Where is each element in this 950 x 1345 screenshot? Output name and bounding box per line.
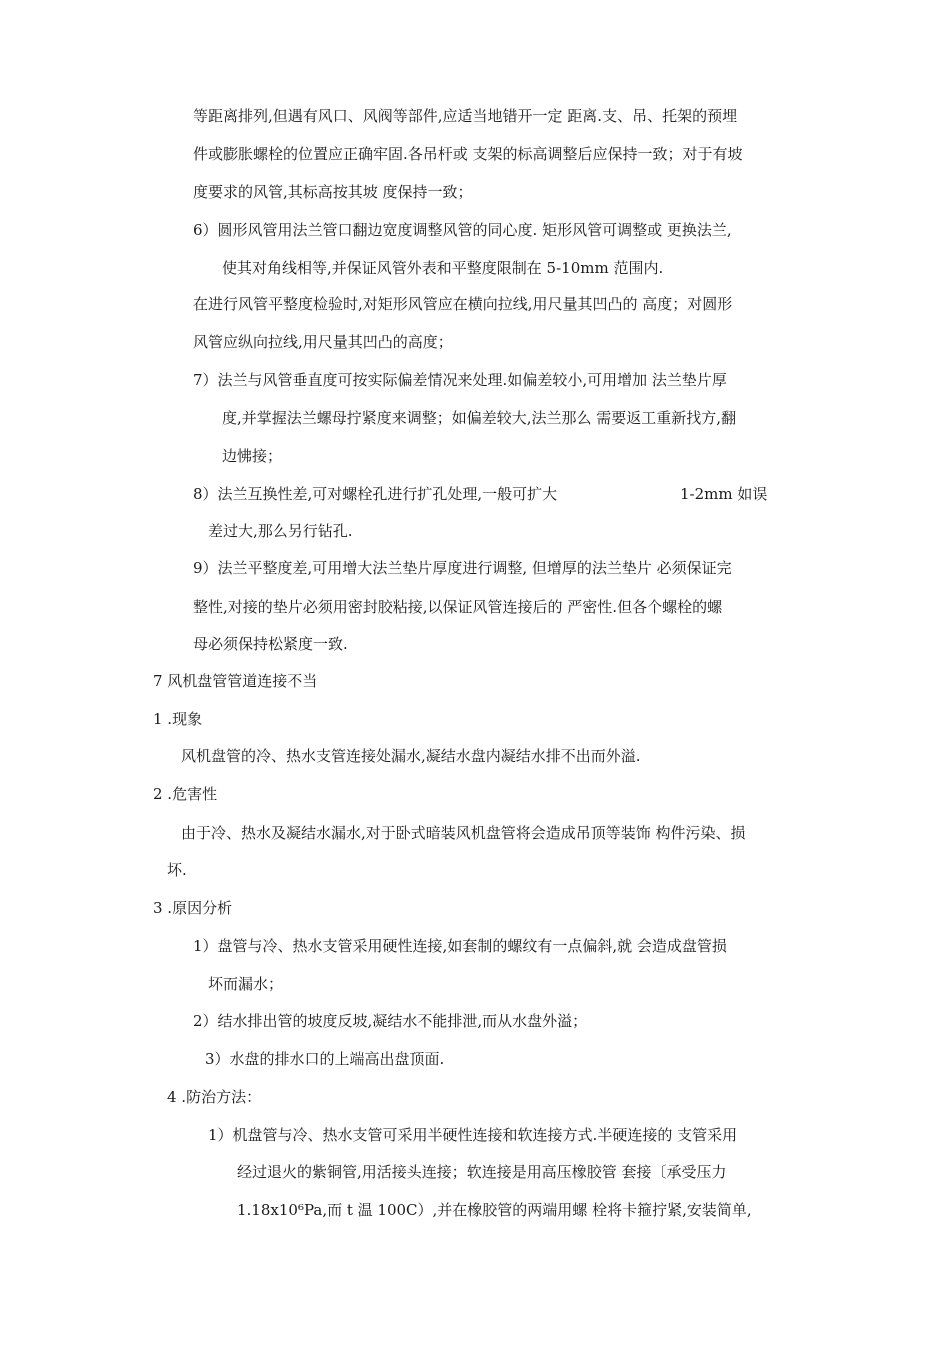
text-line: 差过大,那么另行钻孔. [208, 522, 353, 540]
text-line: 度要求的风管,其标高按其坡 度保持一致； [193, 183, 473, 201]
text-line: 坏而漏水； [208, 975, 284, 993]
subsection-heading: 1 .现象 [153, 710, 203, 728]
list-item-7: 7）法兰与风管垂直度可按实际偏差情况来处理.如偏差较小,可用增加 法兰垫片厚 [193, 371, 727, 389]
list-item-3: 3）水盘的排水口的上端高出盘顶面. [205, 1050, 445, 1068]
list-item-6: 6）圆形风管用法兰管口翻边宽度调整风管的同心度. 矩形风管可调整或 更换法兰, [193, 221, 732, 239]
text-line: 使其对角线相等,并保证风管外表和平整度限制在 5-10mm 范围内. [222, 259, 664, 277]
text-line: 度,并掌握法兰螺母拧紧度来调整；如偏差较大,法兰那么 需要返工重新找方,翻 [222, 409, 737, 427]
text-line: 件或膨胀螺栓的位置应正确牢固.各吊杆或 支架的标高调整后应保持一致；对于有坡 [193, 145, 743, 163]
text-line: 母必须保持松紧度一致. [193, 635, 348, 653]
text-line: 坏. [167, 861, 187, 879]
text-line: 1.18x10⁶Pa,而 t 温 100C）,并在橡胶管的两端用螺 栓将卡箍拧紧,安装简单, [237, 1201, 752, 1219]
section-title: 7 风机盘管管道连接不当 [153, 672, 318, 690]
text-line: 边怫接； [222, 447, 283, 465]
text-line: 等距离排列,但遇有风口、风阀等部件,应适当地错开一定 距离.支、吊、托架的预埋 [193, 107, 738, 125]
subsection-heading: 2 .危害性 [153, 785, 218, 803]
list-item-1: 1）机盘管与冷、热水支管可采用半硬性连接和软连接方式.半硬连接的 支管采用 [208, 1126, 738, 1144]
subsection-heading: 4 .防治方法： [167, 1088, 262, 1106]
text-line: 经过退火的紫铜管,用活接头连接；软连接是用高压橡胶管 套接〔承受压力 [237, 1163, 727, 1181]
text-line: 风机盘管的冷、热水支管连接处漏水,凝结水盘内凝结水排不出而外溢. [181, 747, 641, 765]
list-item-9: 9）法兰平整度差,可用增大法兰垫片厚度进行调整, 但增厚的法兰垫片 必须保证完 [193, 559, 732, 577]
text-line: 由于冷、热水及凝结水漏水,对于卧式暗装风机盘管将会造成吊顶等装饰 构件污染、损 [181, 824, 746, 842]
text-line: 在进行风管平整度检验时,对矩形风管应在横向拉线,用尺量其凹凸的 高度；对圆形 [193, 295, 733, 313]
list-item-8: 8）法兰互换性差,可对螺栓孔进行扩孔处理,一般可扩大 [193, 485, 558, 503]
text-line: 风管应纵向拉线,用尺量其凹凸的高度； [193, 333, 453, 351]
list-item-1: 1）盘管与冷、热水支管采用硬性连接,如套制的螺纹有一点偏斜,就 会造成盘管损 [193, 937, 727, 955]
text-line: 1-2mm 如误 [680, 485, 768, 503]
list-item-2: 2）结水排出管的坡度反坡,凝结水不能排泄,而从水盘外溢； [193, 1012, 588, 1030]
subsection-heading: 3 .原因分析 [153, 899, 233, 917]
text-line: 整性,对接的垫片必须用密封胶粘接,以保证风管连接后的 严密性.但各个螺栓的螺 [193, 598, 723, 616]
